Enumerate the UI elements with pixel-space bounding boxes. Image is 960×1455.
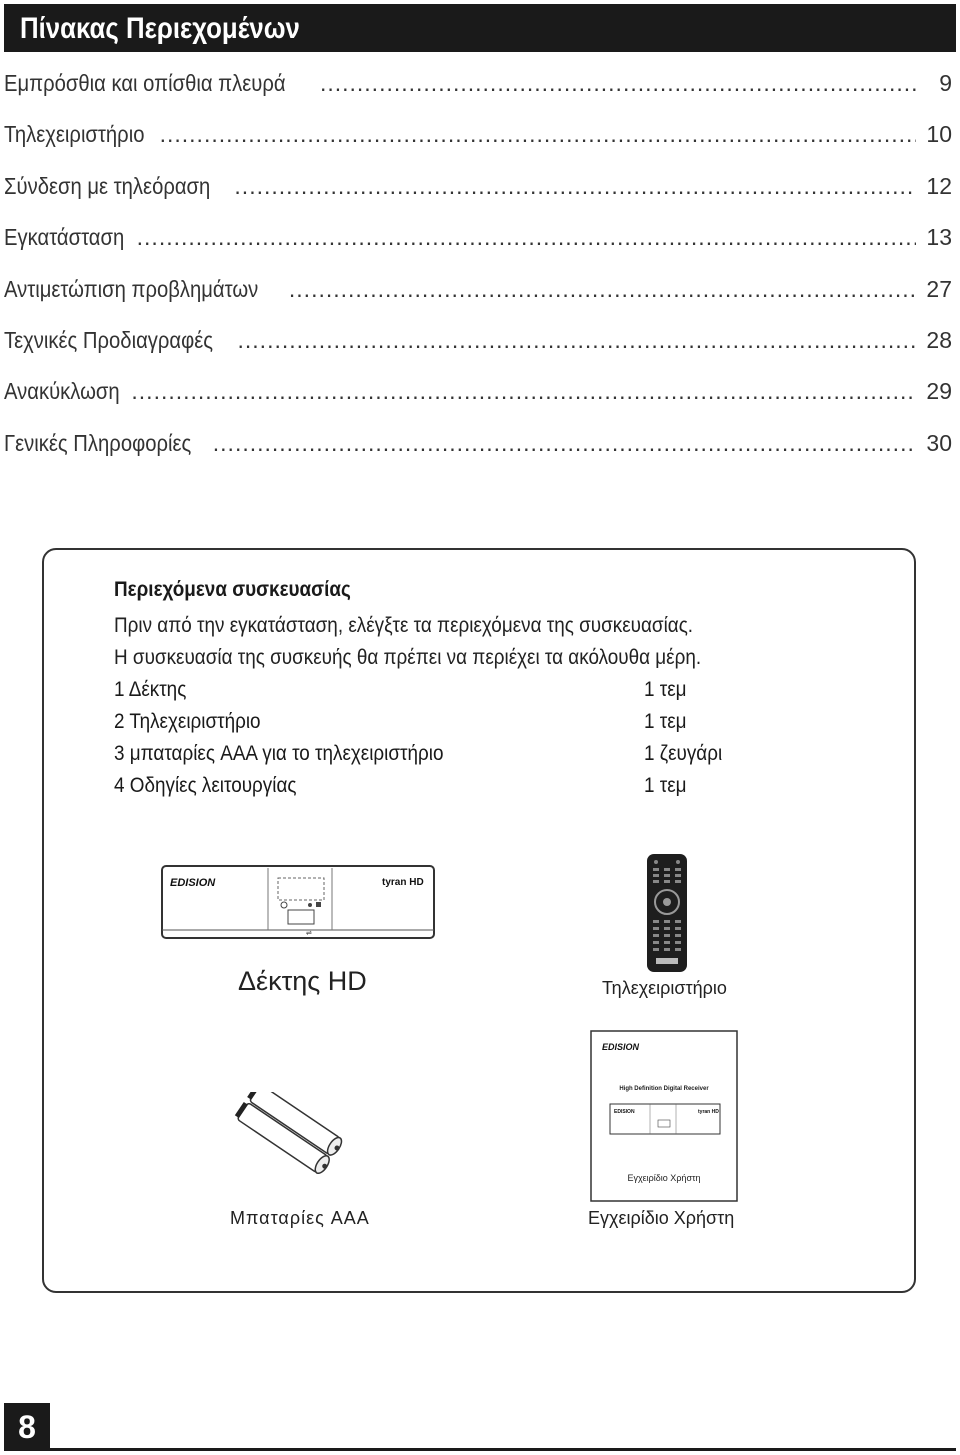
header-bar	[4, 4, 956, 52]
package-item	[114, 742, 814, 772]
item-quantity: 1 ζευγάρι	[644, 742, 723, 765]
svg-text:⇌: ⇌	[306, 929, 312, 937]
toc-page: 12	[926, 172, 952, 199]
receiver-brand: EDISION	[170, 877, 216, 889]
toc-label: Αντιμετώπιση προβλημάτων	[4, 275, 259, 302]
toc-row[interactable]	[4, 378, 952, 429]
toc-row[interactable]	[4, 173, 952, 224]
page-number: 8	[4, 1403, 50, 1451]
toc-leader-dots	[160, 121, 916, 148]
item-name: 2 Τηλεχειριστήριο	[114, 710, 261, 733]
manual-caption: Εγχειρίδιο Χρήστη	[588, 1208, 735, 1228]
manual-brand: EDISION	[602, 1042, 640, 1052]
toc-row[interactable]	[4, 121, 952, 172]
package-item	[114, 710, 814, 740]
toc-leader-dots	[234, 173, 916, 200]
receiver-model: tyran HD	[382, 877, 424, 888]
package-intro-1: Πριν από την εγκατάσταση, ελέγξτε τα περιεχόμενα της συσκευασίας.	[114, 614, 694, 637]
manual-subtitle: High Definition Digital Receiver	[619, 1086, 709, 1092]
manual-label: Εγχειρίδιο Χρήστη	[627, 1173, 701, 1183]
toc-leader-dots	[131, 378, 916, 405]
manual-receiver-brand: EDISION	[614, 1109, 635, 1115]
remote-illustration	[644, 852, 690, 974]
toc-label: Εμπρόσθια και οπίσθια πλευρά	[4, 70, 286, 96]
item-quantity: 1 τεμ	[644, 774, 687, 797]
toc-page: 28	[926, 326, 952, 353]
toc-row[interactable]	[4, 276, 952, 327]
toc-leader-dots	[320, 70, 916, 97]
item-quantity: 1 τεμ	[644, 678, 687, 701]
page-title: Πίνακας Περιεχομένων	[20, 12, 300, 45]
footer-rule	[50, 1448, 956, 1451]
item-name: 4 Οδηγίες λειτουργίας	[114, 774, 297, 797]
toc-page: 10	[926, 121, 952, 148]
remote-caption: Τηλεχειριστήριο	[602, 978, 727, 998]
toc-page: 30	[926, 429, 952, 456]
toc-page: 27	[926, 275, 952, 302]
toc-leader-dots	[289, 276, 916, 303]
manual-receiver-model: tyran HD	[698, 1109, 719, 1115]
toc-label: Σύνδεση με τηλεόραση	[4, 172, 211, 199]
toc-label: Τεχνικές Προδιαγραφές	[4, 326, 214, 353]
batteries-illustration	[232, 1092, 344, 1174]
toc-label: Τηλεχειριστήριο	[4, 121, 145, 148]
toc-label: Ανακύκλωση	[4, 378, 120, 405]
toc-page: 29	[926, 378, 952, 405]
package-item	[114, 678, 814, 708]
receiver-illustration	[160, 864, 436, 940]
toc-page: 9	[939, 70, 952, 96]
batteries-caption: Μπαταρίες AAA	[230, 1208, 370, 1228]
toc-row[interactable]	[4, 224, 952, 275]
toc-leader-dots	[213, 430, 916, 457]
toc-row[interactable]	[4, 70, 952, 121]
item-quantity: 1 τεμ	[644, 710, 687, 733]
receiver-caption: Δέκτης HD	[238, 966, 367, 996]
item-name: 3 μπαταρίες AAA για το τηλεχειριστήριο	[114, 742, 444, 765]
toc-row[interactable]	[4, 430, 952, 481]
package-title: Περιεχόμενα συσκευασίας	[114, 578, 351, 601]
toc-leader-dots	[137, 224, 916, 251]
toc-page: 13	[926, 224, 952, 251]
toc-leader-dots	[238, 327, 916, 354]
package-intro-2: Η συσκευασία της συσκευής θα πρέπει να περιέχει τα ακόλουθα μέρη.	[114, 646, 702, 669]
manual-illustration	[590, 1030, 738, 1202]
table-of-contents	[4, 70, 952, 481]
toc-label: Εγκατάσταση	[4, 224, 125, 251]
toc-label: Γενικές Πληροφορίες	[4, 429, 192, 456]
toc-row[interactable]	[4, 327, 952, 378]
package-item	[114, 774, 814, 804]
item-name: 1 Δέκτης	[114, 678, 187, 701]
